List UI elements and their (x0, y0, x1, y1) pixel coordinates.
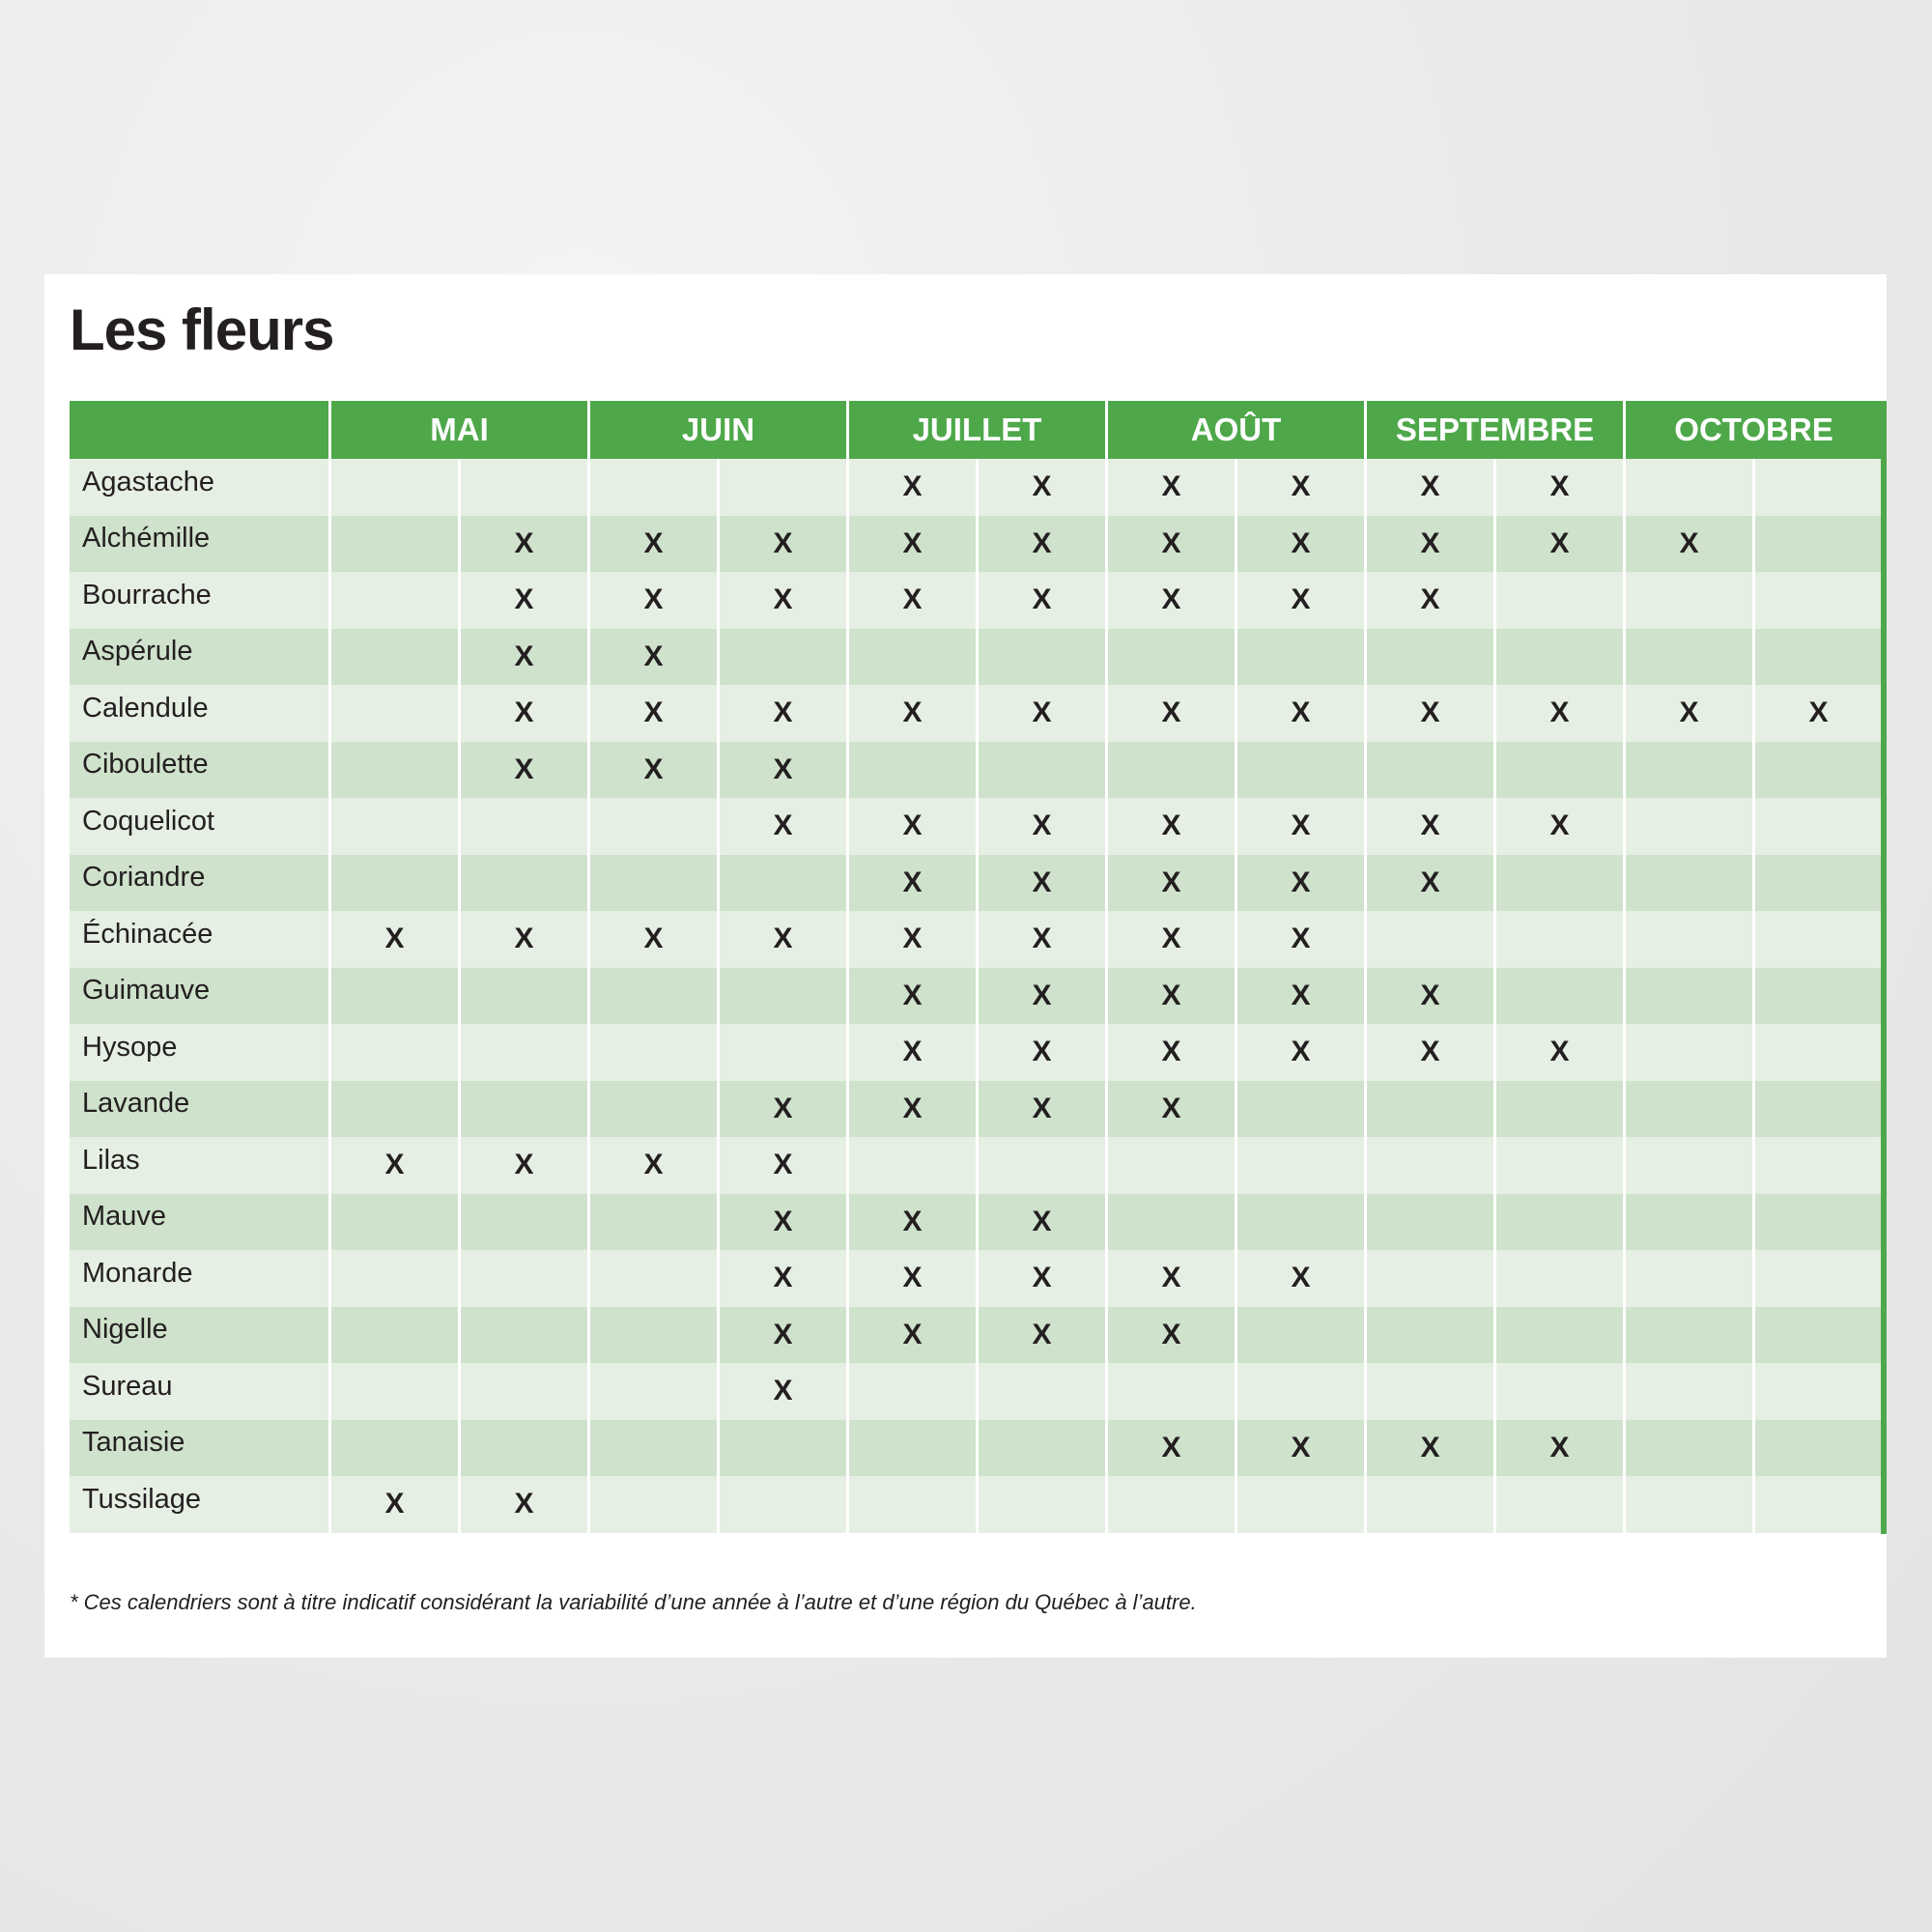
empty-cell (587, 798, 717, 855)
empty-cell (328, 572, 458, 629)
empty-cell (1493, 1137, 1623, 1194)
flower-name: Nigelle (70, 1307, 328, 1364)
bloom-mark: X (717, 1137, 846, 1194)
empty-cell (1364, 1081, 1493, 1138)
empty-cell (328, 1194, 458, 1251)
empty-cell (587, 1420, 717, 1477)
bloom-mark: X (1105, 1420, 1235, 1477)
empty-cell (1623, 742, 1752, 799)
empty-cell (1752, 742, 1882, 799)
flower-name: Coriandre (70, 855, 328, 912)
bloom-mark: X (1493, 516, 1623, 573)
empty-cell (1493, 1081, 1623, 1138)
empty-cell (1752, 629, 1882, 686)
bloom-mark: X (846, 572, 976, 629)
empty-cell (1364, 1194, 1493, 1251)
bloom-mark: X (1235, 968, 1364, 1025)
bloom-mark: X (1235, 685, 1364, 742)
bloom-mark: X (846, 798, 976, 855)
bloom-mark: X (1752, 685, 1882, 742)
empty-cell (587, 968, 717, 1025)
empty-cell (846, 1137, 976, 1194)
empty-cell (458, 1250, 587, 1307)
empty-cell (587, 1024, 717, 1081)
empty-cell (1364, 742, 1493, 799)
bloom-mark: X (1493, 459, 1623, 516)
empty-cell (328, 459, 458, 516)
empty-cell (1623, 855, 1752, 912)
calendar-card (44, 274, 1887, 1658)
flower-name: Échinacée (70, 911, 328, 968)
empty-cell (328, 516, 458, 573)
empty-cell (1752, 459, 1882, 516)
bloom-mark: X (976, 968, 1105, 1025)
empty-cell (458, 968, 587, 1025)
bloom-mark: X (976, 572, 1105, 629)
bloom-mark: X (587, 685, 717, 742)
flower-name: Coquelicot (70, 798, 328, 855)
empty-cell (1105, 742, 1235, 799)
empty-cell (1623, 1081, 1752, 1138)
empty-cell (328, 1081, 458, 1138)
bloom-mark: X (587, 742, 717, 799)
empty-cell (717, 1024, 846, 1081)
empty-cell (587, 1476, 717, 1533)
bloom-mark: X (976, 855, 1105, 912)
bloom-mark: X (1105, 1024, 1235, 1081)
bloom-mark: X (1105, 911, 1235, 968)
empty-cell (1623, 572, 1752, 629)
bloom-mark: X (1105, 572, 1235, 629)
bloom-mark: X (976, 798, 1105, 855)
table-right-edge (1881, 401, 1887, 1534)
bloom-mark: X (717, 1081, 846, 1138)
empty-cell (328, 742, 458, 799)
flower-name: Sureau (70, 1363, 328, 1420)
bloom-mark: X (976, 1194, 1105, 1251)
empty-cell (328, 1363, 458, 1420)
flower-name: Tussilage (70, 1476, 328, 1533)
empty-cell (1493, 855, 1623, 912)
bloom-mark: X (1235, 1420, 1364, 1477)
empty-cell (458, 1081, 587, 1138)
empty-cell (1235, 1081, 1364, 1138)
empty-cell (1105, 1137, 1235, 1194)
flower-name: Guimauve (70, 968, 328, 1025)
flower-name: Alchémille (70, 516, 328, 573)
bloom-mark: X (458, 572, 587, 629)
empty-cell (1623, 459, 1752, 516)
bloom-mark: X (717, 742, 846, 799)
empty-cell (1752, 1307, 1882, 1364)
flower-name: Lilas (70, 1137, 328, 1194)
empty-cell (976, 742, 1105, 799)
bloom-mark: X (717, 572, 846, 629)
empty-cell (1752, 1024, 1882, 1081)
bloom-mark: X (458, 911, 587, 968)
flower-name: Ciboulette (70, 742, 328, 799)
empty-cell (1105, 629, 1235, 686)
empty-cell (458, 1420, 587, 1477)
bloom-mark: X (328, 911, 458, 968)
bloom-mark: X (1235, 1250, 1364, 1307)
empty-cell (458, 1363, 587, 1420)
bloom-mark: X (846, 1194, 976, 1251)
bloom-mark: X (717, 1307, 846, 1364)
header-corner (70, 401, 328, 459)
bloom-mark: X (976, 516, 1105, 573)
month-header: AOÛT (1105, 401, 1364, 459)
empty-cell (717, 1476, 846, 1533)
month-header: OCTOBRE (1623, 401, 1882, 459)
bloom-mark: X (458, 1476, 587, 1533)
empty-cell (1752, 1420, 1882, 1477)
bloom-mark: X (846, 1081, 976, 1138)
bloom-mark: X (976, 1307, 1105, 1364)
empty-cell (976, 1420, 1105, 1477)
bloom-mark: X (1235, 572, 1364, 629)
empty-cell (1752, 968, 1882, 1025)
bloom-mark: X (717, 1194, 846, 1251)
bloom-mark: X (1105, 1307, 1235, 1364)
bloom-mark: X (1364, 572, 1493, 629)
bloom-mark: X (328, 1476, 458, 1533)
empty-cell (458, 459, 587, 516)
empty-cell (587, 459, 717, 516)
bloom-mark: X (1493, 798, 1623, 855)
bloom-mark: X (1235, 911, 1364, 968)
empty-cell (1493, 911, 1623, 968)
page-title: Les fleurs (70, 298, 334, 362)
empty-cell (1364, 1307, 1493, 1364)
bloom-mark: X (1493, 1024, 1623, 1081)
flower-name: Agastache (70, 459, 328, 516)
empty-cell (458, 1194, 587, 1251)
bloom-mark: X (846, 1307, 976, 1364)
empty-cell (976, 1476, 1105, 1533)
empty-cell (1493, 1250, 1623, 1307)
empty-cell (1493, 742, 1623, 799)
bloom-mark: X (458, 516, 587, 573)
empty-cell (587, 1250, 717, 1307)
empty-cell (1493, 968, 1623, 1025)
bloom-mark: X (1623, 516, 1752, 573)
flower-name: Calendule (70, 685, 328, 742)
bloom-mark: X (846, 459, 976, 516)
empty-cell (587, 1081, 717, 1138)
empty-cell (1752, 1476, 1882, 1533)
empty-cell (328, 1420, 458, 1477)
empty-cell (328, 1024, 458, 1081)
empty-cell (1235, 629, 1364, 686)
bloom-mark: X (1364, 1420, 1493, 1477)
empty-cell (1623, 1363, 1752, 1420)
empty-cell (1752, 1137, 1882, 1194)
bloom-mark: X (846, 516, 976, 573)
flower-name: Hysope (70, 1024, 328, 1081)
empty-cell (1623, 968, 1752, 1025)
empty-cell (458, 798, 587, 855)
bloom-mark: X (1105, 516, 1235, 573)
bloom-mark: X (846, 1250, 976, 1307)
empty-cell (1752, 1250, 1882, 1307)
bloom-mark: X (1623, 685, 1752, 742)
empty-cell (1105, 1476, 1235, 1533)
empty-cell (1623, 911, 1752, 968)
bloom-mark: X (1105, 855, 1235, 912)
bloom-mark: X (1493, 1420, 1623, 1477)
bloom-mark: X (1364, 459, 1493, 516)
flower-name: Lavande (70, 1081, 328, 1138)
empty-cell (976, 1137, 1105, 1194)
bloom-mark: X (458, 1137, 587, 1194)
flower-name: Aspérule (70, 629, 328, 686)
footnote: * Ces calendriers sont à titre indicatif considérant la variabilité d’une année à l’autre et d’une région du Québec à l’autre. (70, 1590, 1197, 1614)
empty-cell (1364, 1476, 1493, 1533)
empty-cell (717, 629, 846, 686)
bloom-mark: X (1105, 459, 1235, 516)
bloom-mark: X (1235, 1024, 1364, 1081)
empty-cell (1493, 1476, 1623, 1533)
bloom-mark: X (1364, 1024, 1493, 1081)
bloom-mark: X (1105, 685, 1235, 742)
empty-cell (1493, 1307, 1623, 1364)
empty-cell (1235, 1307, 1364, 1364)
empty-cell (1752, 516, 1882, 573)
empty-cell (1105, 1194, 1235, 1251)
empty-cell (1235, 1194, 1364, 1251)
empty-cell (1623, 798, 1752, 855)
empty-cell (1752, 1081, 1882, 1138)
flower-name: Tanaisie (70, 1420, 328, 1477)
month-header: JUIN (587, 401, 846, 459)
empty-cell (846, 742, 976, 799)
bloom-mark: X (1235, 798, 1364, 855)
empty-cell (717, 968, 846, 1025)
bloom-mark: X (846, 968, 976, 1025)
bloom-mark: X (1364, 798, 1493, 855)
bloom-mark: X (1105, 1250, 1235, 1307)
empty-cell (587, 855, 717, 912)
flower-name: Bourrache (70, 572, 328, 629)
bloom-mark: X (587, 629, 717, 686)
empty-cell (328, 1250, 458, 1307)
empty-cell (587, 1194, 717, 1251)
empty-cell (1752, 1363, 1882, 1420)
empty-cell (1364, 1250, 1493, 1307)
empty-cell (1752, 911, 1882, 968)
empty-cell (846, 1363, 976, 1420)
bloom-mark: X (587, 516, 717, 573)
bloom-mark: X (1235, 855, 1364, 912)
empty-cell (1623, 1024, 1752, 1081)
bloom-mark: X (1235, 459, 1364, 516)
empty-cell (328, 629, 458, 686)
empty-cell (1364, 629, 1493, 686)
empty-cell (846, 1420, 976, 1477)
empty-cell (1235, 1137, 1364, 1194)
empty-cell (1752, 1194, 1882, 1251)
empty-cell (1493, 629, 1623, 686)
bloom-mark: X (976, 1250, 1105, 1307)
bloom-mark: X (1493, 685, 1623, 742)
bloom-mark: X (587, 1137, 717, 1194)
flower-name: Mauve (70, 1194, 328, 1251)
empty-cell (717, 459, 846, 516)
bloom-mark: X (717, 911, 846, 968)
empty-cell (1493, 1194, 1623, 1251)
empty-cell (1752, 855, 1882, 912)
empty-cell (1623, 629, 1752, 686)
empty-cell (458, 855, 587, 912)
empty-cell (1235, 1476, 1364, 1533)
empty-cell (1235, 1363, 1364, 1420)
bloom-mark: X (1105, 968, 1235, 1025)
empty-cell (976, 629, 1105, 686)
empty-cell (587, 1307, 717, 1364)
bloom-mark: X (846, 911, 976, 968)
bloom-mark: X (846, 685, 976, 742)
empty-cell (328, 685, 458, 742)
bloom-mark: X (328, 1137, 458, 1194)
empty-cell (1105, 1363, 1235, 1420)
empty-cell (1623, 1476, 1752, 1533)
bloom-mark: X (1364, 968, 1493, 1025)
bloom-mark: X (717, 516, 846, 573)
empty-cell (1623, 1250, 1752, 1307)
bloom-mark: X (458, 742, 587, 799)
empty-cell (976, 1363, 1105, 1420)
empty-cell (328, 855, 458, 912)
bloom-calendar-table (70, 401, 1882, 1533)
bloom-mark: X (1105, 798, 1235, 855)
bloom-mark: X (1235, 516, 1364, 573)
month-header: MAI (328, 401, 587, 459)
month-header: SEPTEMBRE (1364, 401, 1623, 459)
bloom-mark: X (1364, 516, 1493, 573)
bloom-mark: X (587, 911, 717, 968)
bloom-mark: X (587, 572, 717, 629)
bloom-mark: X (976, 1024, 1105, 1081)
bloom-mark: X (717, 1363, 846, 1420)
bloom-mark: X (458, 685, 587, 742)
bloom-mark: X (846, 855, 976, 912)
empty-cell (1752, 798, 1882, 855)
empty-cell (1493, 1363, 1623, 1420)
bloom-mark: X (976, 911, 1105, 968)
bloom-mark: X (976, 1081, 1105, 1138)
empty-cell (1752, 572, 1882, 629)
empty-cell (1364, 1363, 1493, 1420)
empty-cell (1623, 1420, 1752, 1477)
bloom-mark: X (717, 1250, 846, 1307)
empty-cell (846, 1476, 976, 1533)
bloom-mark: X (1364, 855, 1493, 912)
empty-cell (328, 798, 458, 855)
bloom-mark: X (458, 629, 587, 686)
bloom-mark: X (1364, 685, 1493, 742)
bloom-mark: X (846, 1024, 976, 1081)
bloom-mark: X (976, 459, 1105, 516)
empty-cell (1364, 1137, 1493, 1194)
empty-cell (587, 1363, 717, 1420)
bloom-mark: X (976, 685, 1105, 742)
flower-name: Monarde (70, 1250, 328, 1307)
empty-cell (1623, 1194, 1752, 1251)
empty-cell (328, 968, 458, 1025)
empty-cell (458, 1307, 587, 1364)
empty-cell (1623, 1137, 1752, 1194)
bloom-mark: X (1105, 1081, 1235, 1138)
empty-cell (717, 1420, 846, 1477)
empty-cell (846, 629, 976, 686)
empty-cell (1235, 742, 1364, 799)
empty-cell (1364, 911, 1493, 968)
empty-cell (717, 855, 846, 912)
empty-cell (458, 1024, 587, 1081)
month-header: JUILLET (846, 401, 1105, 459)
bloom-mark: X (717, 685, 846, 742)
empty-cell (328, 1307, 458, 1364)
empty-cell (1623, 1307, 1752, 1364)
bloom-mark: X (717, 798, 846, 855)
empty-cell (1493, 572, 1623, 629)
